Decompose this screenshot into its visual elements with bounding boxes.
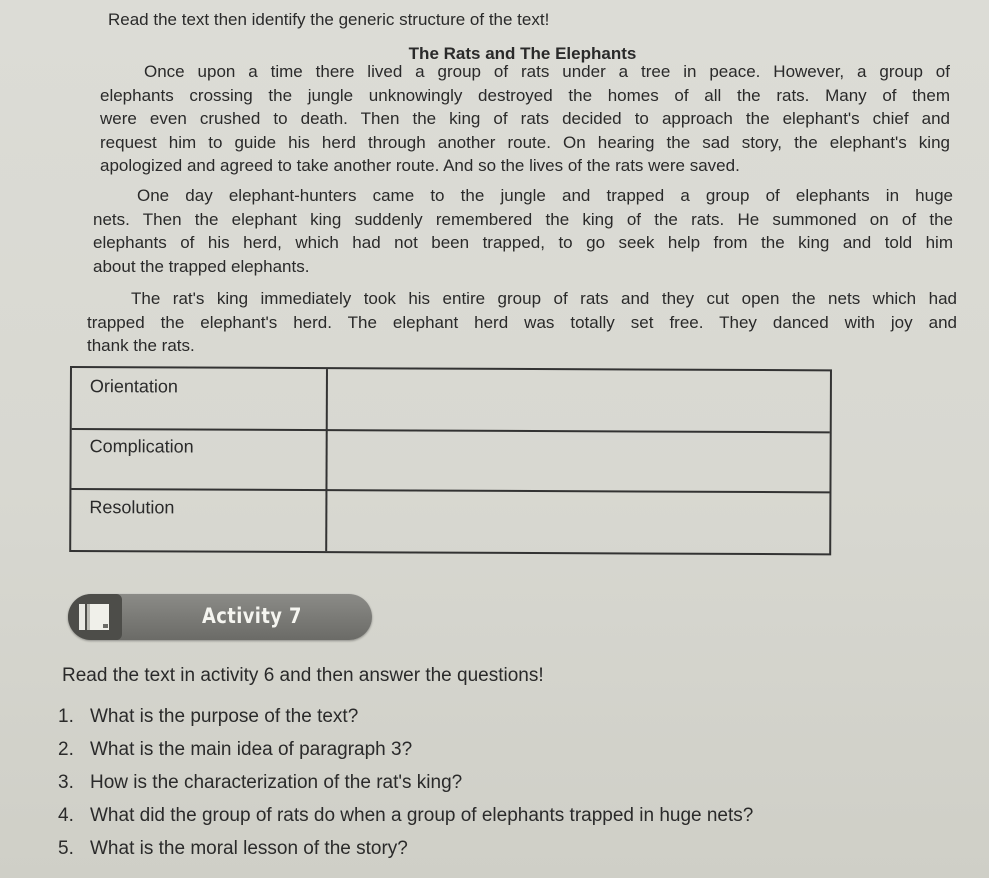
row-label-resolution: Resolution [89,497,175,518]
answer-cell-orientation[interactable] [340,377,820,419]
row-label-complication: Complication [89,436,194,457]
table-row-orientation [72,368,830,433]
paragraph-line: nets. Then the elephant king suddenly remembered the king of the rats. He summoned on of the [93,209,953,229]
questions-intro: Read the text in activity 6 and then answer the questions! [62,665,544,686]
story-title: The Rats and The Elephants [408,44,637,63]
book-icon [68,594,122,640]
table-row-complication [71,428,829,493]
question-text: What is the purpose of the text? [90,706,359,727]
paragraph-line: thank the rats. [87,336,195,355]
answer-cell-resolution[interactable] [339,498,819,540]
question-number: 2. [58,739,74,760]
paragraph-line: trapped the elephant's herd. The elephant herd was totally set free. They danced with joy and [87,312,957,332]
answer-cell-complication[interactable] [340,437,820,479]
question-item [58,832,753,865]
question-list [58,700,753,865]
story-paragraph-2 [93,184,953,278]
question-text: What did the group of rats do when a group of elephants trapped in huge nets? [90,805,754,826]
story-paragraph-3 [87,287,957,358]
question-text: What is the moral lesson of the story? [90,838,408,859]
paragraph-line: request him to guide his herd through another route. On hearing the sad story, the elephant's king [100,132,950,152]
generic-structure-table [69,366,832,555]
question-item [58,766,753,799]
table-row-resolution [71,489,829,554]
question-text: What is the main idea of paragraph 3? [90,739,413,760]
question-item [58,700,753,733]
question-number: 3. [58,772,74,793]
activity-title: Activity 7 [202,604,302,628]
question-number: 5. [58,838,74,859]
question-item [58,799,753,832]
instruction-text: Read the text then identify the generic structure of the text! [108,10,550,29]
question-text: How is the characterization of the rat's king? [90,772,463,793]
row-label-orientation: Orientation [89,376,179,397]
paragraph-line: The rat's king immediately took his entire group of rats and they cut open the nets which had [131,289,957,308]
paragraph-line: about the trapped elephants. [93,256,310,276]
story-paragraph-1 [100,60,950,178]
question-number: 1. [58,706,74,727]
question-number: 4. [58,805,74,826]
paragraph-line: elephants crossing the jungle unknowingly destroyed the homes of all the rats. Many of them [100,85,950,105]
paragraph-line: elephants of his herd, which had not been trapped, to go seek help from the king and told him [93,233,953,252]
paragraph-line: were even crushed to death. Then the king of rats decided to approach the elephant's chief and [100,109,950,128]
activity-banner [68,594,372,640]
question-item [58,733,753,766]
paragraph-line: Once upon a time there lived a group of rats under a tree in peace. However, a group of [144,62,950,81]
paragraph-line: apologized and agreed to take another route. And so the lives of the rats were saved. [100,156,740,175]
paragraph-line: One day elephant-hunters came to the jungle and trapped a group of elephants in huge [137,186,953,205]
